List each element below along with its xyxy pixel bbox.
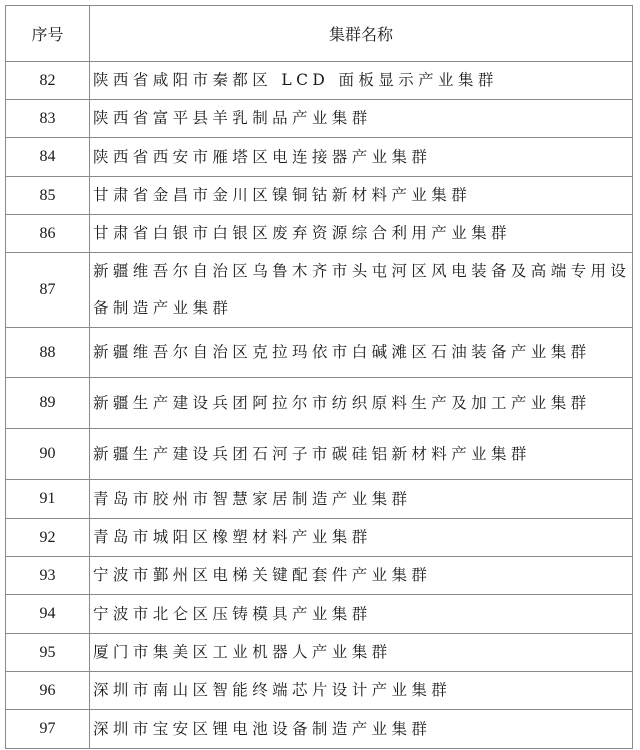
- cluster-name-cell: 甘肃省金昌市金川区镍铜钴新材料产业集群: [90, 177, 633, 215]
- header-cluster-name: 集群名称: [90, 6, 633, 62]
- serial-number-cell: 89: [6, 378, 90, 429]
- serial-number-cell: 86: [6, 215, 90, 253]
- serial-number-cell: 91: [6, 480, 90, 519]
- table-row: [6, 100, 633, 138]
- table-row: [6, 519, 633, 557]
- serial-number-cell: 92: [6, 519, 90, 557]
- cluster-name-cell: 青岛市城阳区橡塑材料产业集群: [90, 519, 633, 557]
- table-row: [6, 595, 633, 634]
- table-row: [6, 138, 633, 177]
- table-row: [6, 177, 633, 215]
- serial-number-cell: 96: [6, 672, 90, 710]
- cluster-name-cell: 新疆维吾尔自治区克拉玛依市白碱滩区石油装备产业集群: [90, 328, 633, 378]
- cluster-name-cell: 厦门市集美区工业机器人产业集群: [90, 634, 633, 672]
- cluster-name-cell: 陕西省西安市雁塔区电连接器产业集群: [90, 138, 633, 177]
- cluster-name-cell: 新疆维吾尔自治区乌鲁木齐市头屯河区风电装备及高端专用设备制造产业集群: [90, 253, 633, 328]
- serial-number-cell: 88: [6, 328, 90, 378]
- serial-number-cell: 97: [6, 710, 90, 749]
- table-row: [6, 429, 633, 480]
- serial-number-cell: 83: [6, 100, 90, 138]
- table-row: [6, 634, 633, 672]
- serial-number-cell: 82: [6, 62, 90, 100]
- serial-number-cell: 93: [6, 557, 90, 595]
- table-body: [6, 62, 633, 749]
- cluster-name-cell: 甘肃省白银市白银区废弃资源综合利用产业集群: [90, 215, 633, 253]
- table-row: [6, 62, 633, 100]
- cluster-table: [5, 5, 633, 749]
- table-row: [6, 378, 633, 429]
- serial-number-cell: 94: [6, 595, 90, 634]
- cluster-name-cell: 青岛市胶州市智慧家居制造产业集群: [90, 480, 633, 519]
- header-serial-number: 序号: [6, 6, 90, 62]
- table-row: [6, 710, 633, 749]
- serial-number-cell: 90: [6, 429, 90, 480]
- serial-number-cell: 85: [6, 177, 90, 215]
- serial-number-cell: 95: [6, 634, 90, 672]
- table-row: [6, 328, 633, 378]
- cluster-name-cell: 宁波市北仑区压铸模具产业集群: [90, 595, 633, 634]
- serial-number-cell: 87: [6, 253, 90, 328]
- table-row: [6, 557, 633, 595]
- serial-number-cell: 84: [6, 138, 90, 177]
- cluster-name-cell: 深圳市宝安区锂电池设备制造产业集群: [90, 710, 633, 749]
- table-row: [6, 253, 633, 328]
- cluster-name-cell: 陕西省富平县羊乳制品产业集群: [90, 100, 633, 138]
- cluster-name-cell: 深圳市南山区智能终端芯片设计产业集群: [90, 672, 633, 710]
- cluster-name-cell: 新疆生产建设兵团石河子市碳硅铝新材料产业集群: [90, 429, 633, 480]
- table-row: [6, 672, 633, 710]
- cluster-name-cell: 陕西省咸阳市秦都区 LCD 面板显示产业集群: [90, 62, 633, 100]
- cluster-name-cell: 新疆生产建设兵团阿拉尔市纺织原料生产及加工产业集群: [90, 378, 633, 429]
- cluster-name-cell: 宁波市鄞州区电梯关键配套件产业集群: [90, 557, 633, 595]
- table-row: [6, 215, 633, 253]
- table-row: [6, 480, 633, 519]
- header-row: [6, 6, 633, 62]
